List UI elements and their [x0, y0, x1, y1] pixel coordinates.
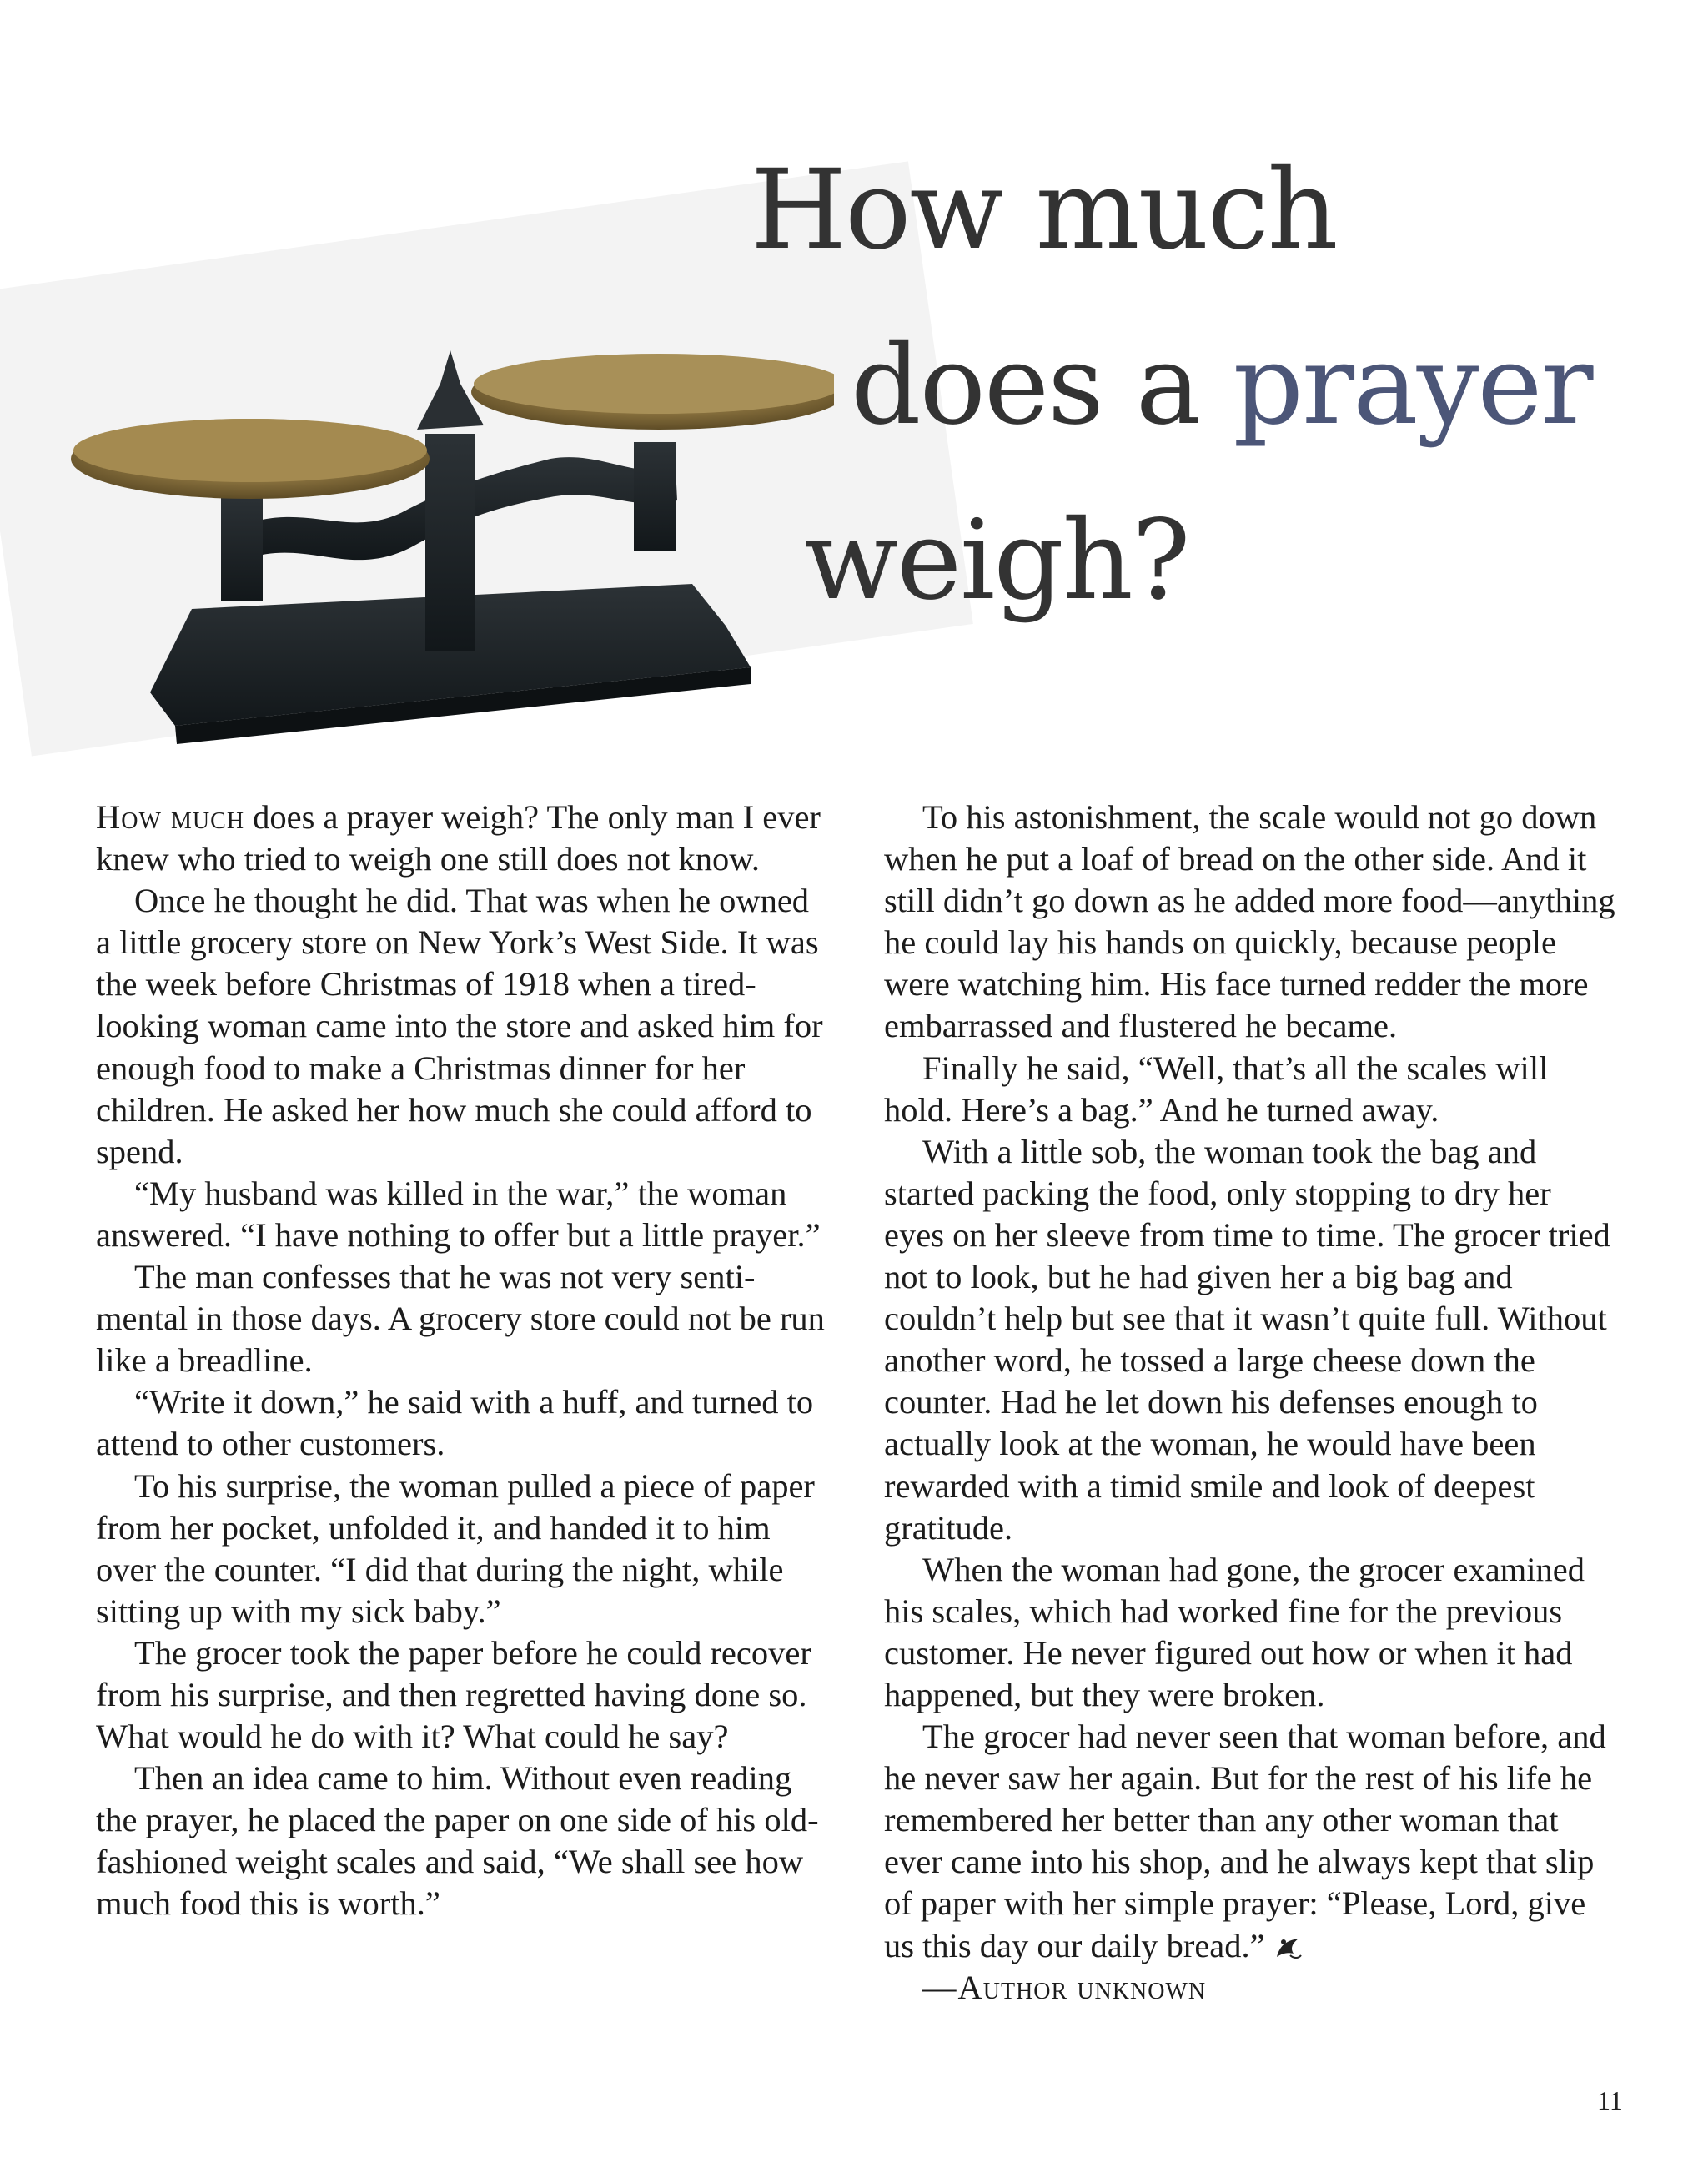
paragraph: With a little sob, the woman took the bag and started packing the food, only stopping to dry her eyes on her sleeve from time to time. The grocer tried not to look, but he had given her a big bag and couldn’t help but see that it wasn’t quite full. Without another word, he tossed a large cheese down the counter. Had he let down his defenses enough to actually look at the woman, he would have been rewarded with a timid smile and look of deepest gratitude. — [884, 1132, 1610, 1547]
paragraph: Once he thought he did. That was when he owned a little grocery store on New York’s West Side. It was the week before Christmas of 1918 when a tired-looking woman came into the store and asked him for enough food to make a Christmas dinner for her children. He asked her how much she could afford to spend. — [96, 882, 823, 1170]
lead-small-caps: How much — [96, 798, 245, 836]
paragraph: To his surprise, the woman pulled a piece of paper from her pocket, unfolded it, and handed it to him over the counter. “I did that during the night, while sitting up with my sick baby.” — [96, 1466, 815, 1630]
final-paragraph: The grocer had never seen that woman before, and he never saw her again. But for the rest of his life he remembered her better than any other woman that ever came into his shop, and he always kept that slip of paper with her simple prayer: “Please, Lord, give us this day our daily bread.” — [884, 1718, 1606, 1964]
title-line-1: How much — [751, 146, 1337, 274]
paragraph: “Write it down,” he said with a huff, and turned to attend to other customers. — [96, 1383, 814, 1463]
fleuron-icon — [1273, 1935, 1304, 1962]
author-attribution: —Author unknown — [922, 1968, 1207, 2006]
balance-scale-image — [33, 334, 834, 767]
paragraph: When the woman had gone, the grocer examined his scales, which had worked fine for the previous customer. He never figured out how or when it had happened, but they were broken. — [884, 1550, 1585, 1713]
page-number: 11 — [1597, 2085, 1623, 2115]
lead-paragraph: How much does a prayer weigh? The only man I ever knew who tried to weigh one still does not know. — [96, 798, 821, 878]
paragraph: The grocer took the paper before he could recover from his surprise, and then regretted having done so. What would he do with it? What could he say? — [96, 1633, 811, 1756]
title-line-2: does a prayer — [851, 321, 1592, 450]
paragraph: “My husband was killed in the war,” the woman answered. “I have nothing to offer but a little prayer.” — [96, 1174, 821, 1254]
paragraph: The man confesses that he was not very sentimental in those days. A grocery store could not be run like a breadline. — [96, 1258, 825, 1380]
article-column-left — [96, 797, 830, 1925]
title-accent-word: prayer — [1233, 321, 1592, 450]
paragraph: Then an idea came to him. Without even reading the prayer, he placed the paper on one side of his old-fashioned weight scales and said, “We shall see how much food this is worth.” — [96, 1759, 819, 1923]
title-line-3: weigh? — [804, 496, 1189, 625]
paragraph: To his astonishment, the scale would not go down when he put a loaf of bread on the other side. And it still didn’t go down as he added more food—anything he could lay his hands on quickly, because people were watching him. His face turned redder the more embarrassed and flustered he became. — [884, 798, 1615, 1045]
article-column-right — [884, 797, 1618, 2009]
paragraph: Finally he said, “Well, that’s all the scales will hold. Here’s a bag.” And he turned away. — [884, 1049, 1549, 1129]
